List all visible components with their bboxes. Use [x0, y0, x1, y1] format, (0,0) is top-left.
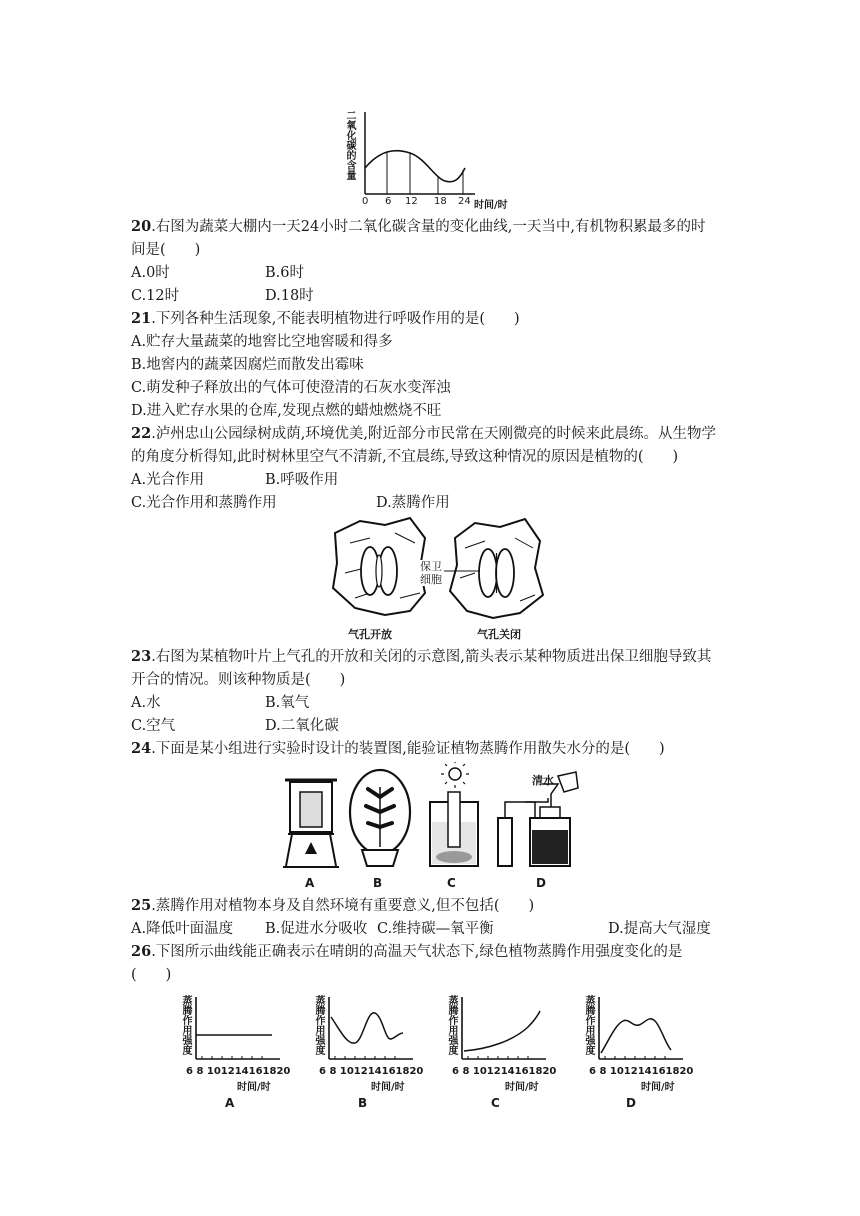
q23-option-a: A.水	[131, 695, 161, 711]
co2-xlabel: 时间/时	[474, 200, 508, 211]
question-22-line1: 22.泸州忠山公园绿树成荫,环境优美,附近部分市民常在天刚微亮的时候来此晨练。从生物学	[131, 425, 717, 442]
q25-option-a: A.降低叶面温度	[131, 921, 234, 937]
transpiration-graph-d	[595, 995, 685, 1065]
q22-option-b: B.呼吸作用	[265, 472, 339, 488]
co2-tick-0: 0	[362, 196, 369, 207]
apparatus-label-a: A	[305, 876, 315, 890]
q20-option-a: A.0时	[131, 265, 170, 281]
guard-cell-label: 保卫细胞	[420, 560, 442, 586]
question-20-line1: 20.右图为蔬菜大棚内一天24小时二氧化碳含量的变化曲线,一天当中,有机物积累最多的时	[131, 218, 706, 235]
q22-option-d: D.蒸腾作用	[376, 495, 450, 511]
graph-d-ticks: 6 8 101214161820	[589, 1066, 694, 1077]
q22-option-c: C.光合作用和蒸腾作用	[131, 495, 277, 511]
q21-option-a: A.贮存大量蔬菜的地窖比空地窖暖和得多	[131, 334, 393, 350]
co2-tick-24: 24	[458, 196, 471, 207]
q23-option-c: C.空气	[131, 718, 176, 734]
q21-option-b: B.地窖内的蔬菜因腐烂而散发出霉味	[131, 357, 364, 373]
graph-b-ticks: 6 8 101214161820	[319, 1066, 424, 1077]
q20-option-b: B.6时	[265, 265, 304, 281]
graph-b-xlabel: 时间/时	[371, 1082, 405, 1093]
graph-d-letter: D	[626, 1096, 636, 1110]
question-23-line1: 23.右图为某植物叶片上气孔的开放和关闭的示意图,箭头表示某种物质进出保卫细胞导致其	[131, 648, 712, 665]
transpiration-graph-b	[325, 995, 415, 1065]
graph-a-ticks: 6 8 101214161820	[186, 1066, 291, 1077]
q20-option-c: C.12时	[131, 288, 180, 304]
transpiration-graph-c	[458, 995, 548, 1065]
question-25-stem: 25.蒸腾作用对植物本身及自然环境有重要意义,但不包括( )	[131, 897, 535, 914]
apparatus-label-c: C	[447, 876, 456, 890]
co2-tick-6: 6	[385, 196, 392, 207]
q25-option-b: B.促进水分吸收	[265, 921, 368, 937]
question-24-stem: 24.下面是某小组进行实验时设计的装置图,能验证植物蒸腾作用散失水分的是( )	[131, 740, 665, 757]
q25-option-c: C.维持碳—氧平衡	[377, 921, 494, 937]
q23-option-d: D.二氧化碳	[265, 718, 339, 734]
stomata-open-label: 气孔开放	[348, 628, 392, 641]
graph-c-ylabel: 蒸腾作用强度	[446, 995, 457, 1055]
graph-b-letter: B	[358, 1096, 368, 1110]
question-22-line2: 的角度分析得知,此时树林里空气不清新,不宜晨练,导致这种情况的原因是植物的( )	[131, 449, 679, 465]
graph-a-letter: A	[225, 1096, 235, 1110]
apparatus-label-d: D	[536, 876, 546, 890]
graph-b-ylabel: 蒸腾作用强度	[313, 995, 324, 1055]
graph-d-xlabel: 时间/时	[641, 1082, 675, 1093]
q25-option-d: D.提高大气湿度	[608, 921, 711, 937]
question-20-line2: 间是( )	[131, 242, 201, 258]
transpiration-graph-a	[192, 995, 282, 1065]
graph-c-letter: C	[491, 1096, 500, 1110]
graph-d-ylabel: 蒸腾作用强度	[583, 995, 594, 1055]
co2-tick-12: 12	[405, 196, 418, 207]
apparatus-label-b: B	[373, 876, 383, 890]
graph-c-ticks: 6 8 101214161820	[452, 1066, 557, 1077]
graph-c-xlabel: 时间/时	[505, 1082, 539, 1093]
co2-ylabel: 二氧化碳的含量	[344, 110, 355, 180]
q20-option-d: D.18时	[265, 288, 314, 304]
q22-option-a: A.光合作用	[131, 472, 205, 488]
graph-a-xlabel: 时间/时	[237, 1082, 271, 1093]
stomata-closed-label: 气孔关闭	[477, 628, 521, 641]
q21-option-d: D.进入贮存水果的仓库,发现点燃的蜡烛燃烧不旺	[131, 403, 442, 419]
question-23-line2: 开合的情况。则该种物质是( )	[131, 672, 346, 688]
co2-tick-18: 18	[434, 196, 447, 207]
q23-option-b: B.氧气	[265, 695, 310, 711]
graph-a-ylabel: 蒸腾作用强度	[180, 995, 191, 1055]
q21-option-c: C.萌发种子释放出的气体可使澄清的石灰水变浑浊	[131, 380, 451, 396]
apparatus-water-label: 清水	[532, 774, 554, 787]
question-21-stem: 21.下列各种生活现象,不能表明植物进行呼吸作用的是( )	[131, 310, 520, 327]
question-26-line2: ( )	[131, 967, 172, 983]
question-26-line1: 26.下图所示曲线能正确表示在晴朗的高温天气状态下,绿色植物蒸腾作用强度变化的是	[131, 943, 683, 960]
